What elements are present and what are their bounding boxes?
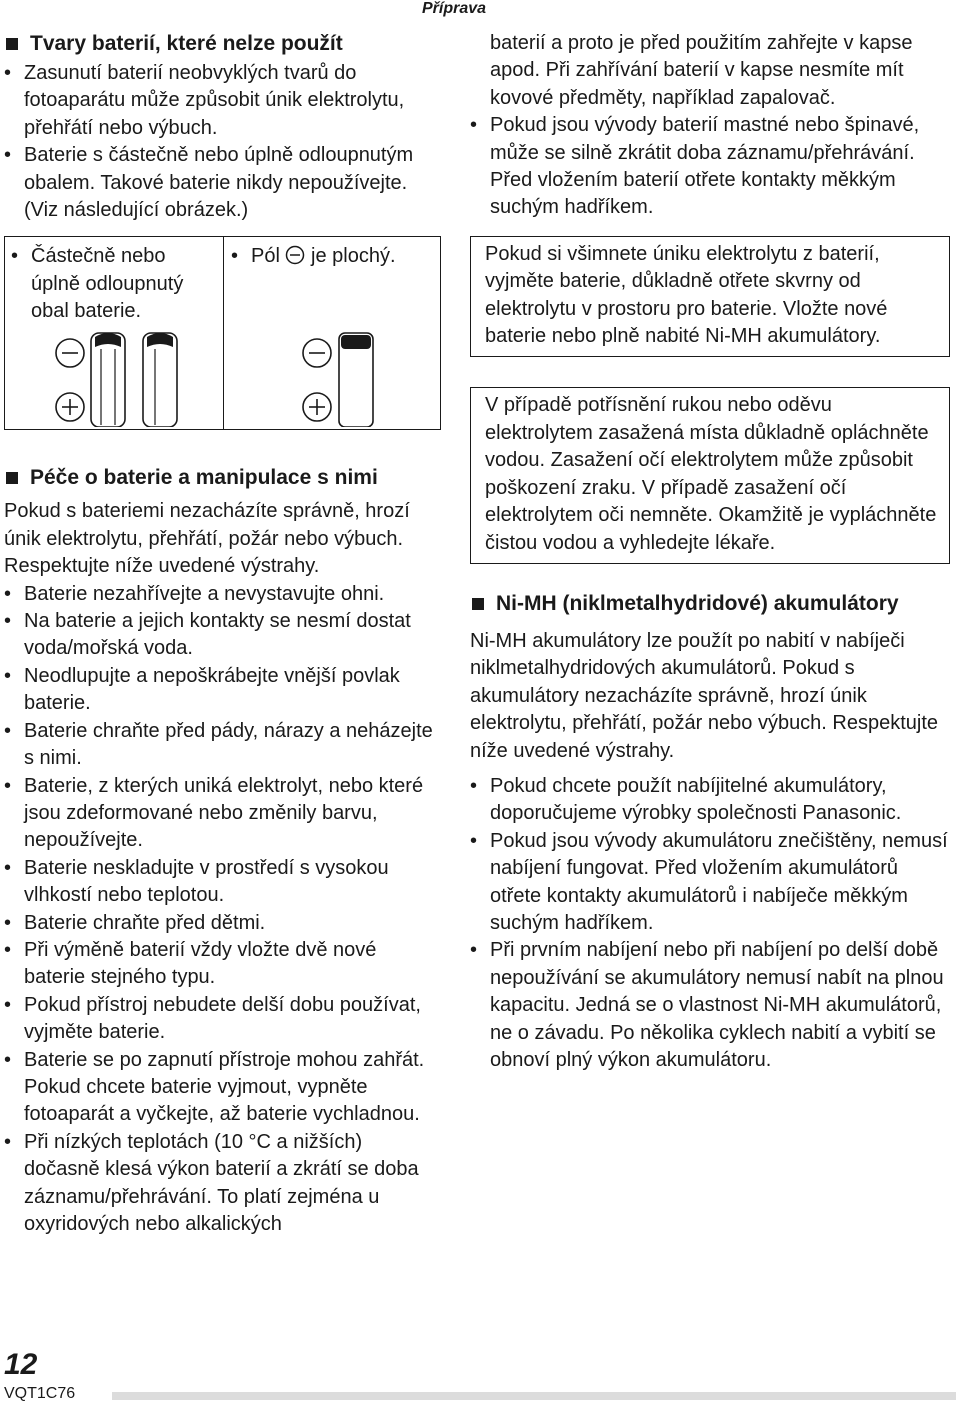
list-item: • Při nízkých teplotách (10 °C a nižších) dočasně klesá výkon baterií a zkrátí se doba záznamu/přehrávání. To platí zejména u oxyridových nebo alkalických [4, 1129, 442, 1239]
list-item: • Baterie chraňte před pády, nárazy a neházejte s nimi. [4, 718, 442, 773]
peeled-battery-1-icon [91, 333, 125, 427]
list-item: • Baterie neskladujte v prostředí s vysokou vlhkostí nebo teplotou. [4, 855, 442, 910]
care-intro: Pokud s bateriemi nezacházíte správně, hrozí únik elektrolytu, přehřátí, požár nebo výbuch. Respektujte níže uvedené výstrahy. [4, 500, 410, 578]
flat-battery-icon [339, 333, 373, 427]
list-item: • Baterie nezahřívejte a nevystavujte ohni. [4, 581, 442, 608]
figure-left-panel [11, 243, 216, 325]
page-number: 12 [4, 1348, 38, 1381]
list-item: • Baterie se po zapnutí přístroje mohou zahřát. Pokud chcete baterie vyjmout, vypněte fotoaparát a vyčkejte, až baterie vychladnou. [4, 1047, 442, 1129]
minus-circle-icon [285, 245, 305, 265]
figure-right-label: • Pól je plochý. [231, 243, 436, 270]
left-column [4, 30, 442, 1238]
continued-text: baterií a proto je před použitím zahřejte v kapse apod. Při zahřívání baterií v kapse nesmíte mít kovové předměty, například zapalovač. [490, 32, 913, 109]
shapes-section-title: Tvary baterií, které nelze použít [4, 30, 442, 58]
shapes-bullet-list [4, 60, 442, 224]
battery-figure-box [4, 236, 441, 430]
square-bullet-icon [6, 472, 18, 484]
document-code: VQT1C76 [4, 1385, 76, 1402]
list-item: • Neodlupujte a nepoškrábejte vnější povlak baterie. [4, 663, 442, 718]
list-item: • Pokud jsou vývody akumulátoru znečištěny, nemusí nabíjení fungovat. Před vložením akumulátorů otřete kontakty akumulátorů i nabíječe měkkým suchým hadříkem. [470, 828, 950, 938]
plus-terminal-icon [56, 393, 84, 421]
list-item: • Pokud jsou vývody baterií mastné nebo špinavé, může se silně zkrátit doba záznamu/přehrávání. Před vložením baterií otřete kontakty měkkým suchým hadříkem. [470, 112, 950, 222]
list-item: • Baterie, z kterých uniká elektrolyt, nebo které jsou zdeformované nebo změnily barvu, nepoužívejte. [4, 773, 442, 855]
leak-warning-box: Pokud si všimnete úniku elektrolytu z baterií, vyjměte baterie, důkladně otřete skvrny od elektrolytu v prostoru pro baterie. Vložte nové baterie nebo plně nabité Ni-MH akumulátory. [470, 236, 950, 358]
care-bullet-list [4, 581, 442, 1239]
square-bullet-icon [6, 38, 18, 50]
list-item: • Pokud přístroj nebudete delší dobu používat, vyjměte baterie. [4, 992, 442, 1047]
figure-left-label: • Částečně nebo úplně odloupnutý obal baterie. [11, 243, 216, 325]
footer-rule [112, 1392, 956, 1400]
figure-right-panel [231, 243, 436, 270]
list-item: • Baterie chraňte před dětmi. [4, 910, 442, 937]
continued-bullet-list [470, 112, 950, 222]
plus-terminal-icon-right [303, 393, 331, 421]
list-item: • Na baterie a jejich kontakty se nesmí dostat voda/mořská voda. [4, 608, 442, 663]
right-column [470, 30, 950, 1074]
care-section-title: Péče o baterie a manipulace s nimi [4, 464, 442, 492]
stain-warning-box: V případě potřísnění rukou nebo oděvu elektrolytem zasažená místa důkladně opláchněte vodou. Zasažení očí elektrolytem může způsobit poškození zraku. V případě zasažení očí elektrolytem oči nemněte. Okamžitě je vypláchněte čistou vodou a vyhledejte lékaře. [470, 387, 950, 563]
minus-terminal-icon-right [303, 339, 331, 367]
nimh-bullet-list [470, 773, 950, 1074]
list-item: • Pokud chcete použít nabíjitelné akumulátory, doporučujeme výrobky společnosti Panasonic. [470, 773, 950, 828]
nimh-section-title: Ni-MH (niklmetalhydridové) akumulátory [470, 590, 950, 618]
list-item: • Při prvním nabíjení nebo při nabíjení po delší době nepoužívání se akumulátory nemusí nabít na plnou kapacitu. Jedná se o vlastnost Ni-MH akumulátorů, ne o závadu. Po několika cyklech nabití a vybití se obnoví plný výkon akumulátoru. [470, 937, 950, 1074]
list-item: • Zasunutí baterií neobvyklých tvarů do fotoaparátu může způsobit únik elektrolytu, přehřátí nebo výbuch. [4, 60, 442, 142]
peeled-battery-2-icon [143, 333, 177, 427]
minus-terminal-icon [56, 339, 84, 367]
section-header: Příprava [422, 0, 487, 17]
list-item: • Baterie s částečně nebo úplně odloupnutým obalem. Takové baterie nikdy nepoužívejte. (Viz následující obrázek.) [4, 142, 442, 224]
square-bullet-icon [472, 598, 484, 610]
nimh-intro: Ni-MH akumulátory lze použít po nabití v nabíječi niklmetalhydridových akumulátorů. Pokud s akumulátory nezacházíte správně, hrozí únik elektrolytu, přehřátí, požár nebo výbuch. Respektujte níže uvedené výstrahy. [470, 629, 939, 762]
list-item: • Při výměně baterií vždy vložte dvě nové baterie stejného typu. [4, 937, 442, 992]
battery-illustration [45, 327, 405, 427]
